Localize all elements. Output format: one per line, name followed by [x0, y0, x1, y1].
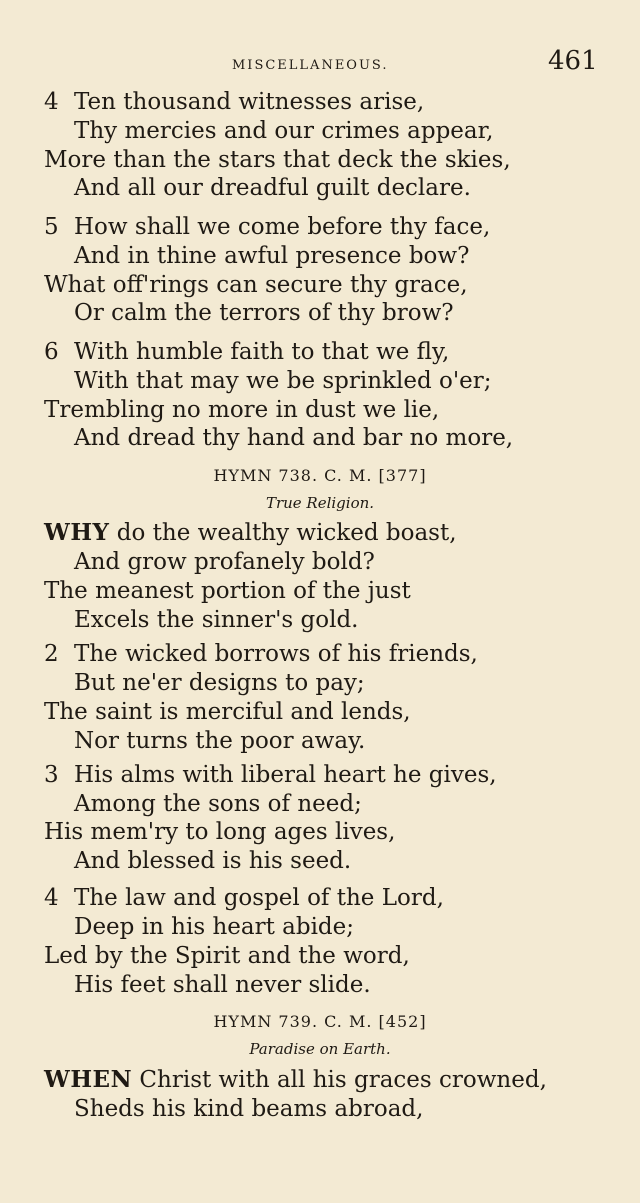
verse-line: What off'rings can secure thy grace,: [44, 272, 468, 298]
hymn-subtitle: True Religion.: [265, 494, 375, 512]
stanza-number: 4: [44, 885, 59, 911]
verse-line: His feet shall never slide.: [74, 972, 371, 998]
stanza-number: 5: [44, 214, 59, 240]
hymn-subtitle: Paradise on Earth.: [249, 1040, 391, 1058]
verse-text: With humble faith to that we fly,: [74, 339, 450, 365]
hymn-heading: HYMN 739. C. M. [452]: [213, 1012, 427, 1031]
verse-line: Or calm the terrors of thy brow?: [74, 300, 454, 326]
verse-line: Sheds his kind beams abroad,: [74, 1096, 424, 1122]
verse-text: The wicked borrows of his friends,: [74, 641, 478, 667]
verse-line: And blessed is his seed.: [74, 848, 352, 874]
running-header: MISCELLANEOUS.: [232, 58, 389, 73]
verse-line: [44, 1066, 547, 1094]
stanza-number: 6: [44, 339, 59, 365]
verse-line: [44, 213, 490, 241]
verse-text: The law and gospel of the Lord,: [74, 885, 444, 911]
verse-line: The meanest portion of the just: [44, 578, 411, 604]
verse-text: His alms with liberal heart he gives,: [74, 762, 497, 788]
stanza-number: 3: [44, 762, 59, 788]
verse-line: Nor turns the poor away.: [74, 728, 366, 754]
verse-line: Trembling no more in dust we lie,: [44, 397, 440, 423]
verse-line: [44, 640, 478, 668]
verse-line: But ne'er designs to pay;: [74, 670, 365, 696]
verse-line: And in thine awful presence bow?: [74, 243, 470, 269]
verse-line: Excels the sinner's gold.: [74, 607, 359, 633]
initial-capitals: WHEN: [44, 1066, 133, 1093]
hymn-heading: HYMN 738. C. M. [377]: [213, 466, 427, 485]
verse-text: do the wealthy wicked boast,: [109, 520, 457, 546]
verse-line: More than the stars that deck the skies,: [44, 147, 511, 173]
verse-line: [44, 338, 449, 366]
verse-line: [44, 519, 457, 547]
verse-line: Deep in his heart abide;: [74, 914, 355, 940]
verse-line: And dread thy hand and bar no more,: [74, 425, 514, 451]
verse-line: [44, 761, 497, 789]
verse-text: Christ with all his graces crowned,: [132, 1067, 547, 1093]
verse-line: Thy mercies and our crimes appear,: [74, 118, 494, 144]
verse-line: [44, 884, 444, 912]
verse-text: How shall we come before thy face,: [74, 214, 491, 240]
verse-line: Led by the Spirit and the word,: [44, 943, 410, 969]
verse-line: The saint is merciful and lends,: [44, 699, 411, 725]
page-number: 461: [548, 46, 598, 76]
verse-line: And all our dreadful guilt declare.: [74, 175, 471, 201]
initial-capitals: WHY: [44, 519, 110, 546]
verse-text: Ten thousand witnesses arise,: [74, 89, 425, 115]
verse-line: With that may we be sprinkled o'er;: [74, 368, 492, 394]
verse-line: [44, 88, 424, 116]
verse-line: Among the sons of need;: [74, 791, 362, 817]
verse-line: And grow profanely bold?: [74, 549, 375, 575]
stanza-number: 2: [44, 641, 59, 667]
stanza-number: 4: [44, 89, 59, 115]
verse-line: His mem'ry to long ages lives,: [44, 819, 396, 845]
